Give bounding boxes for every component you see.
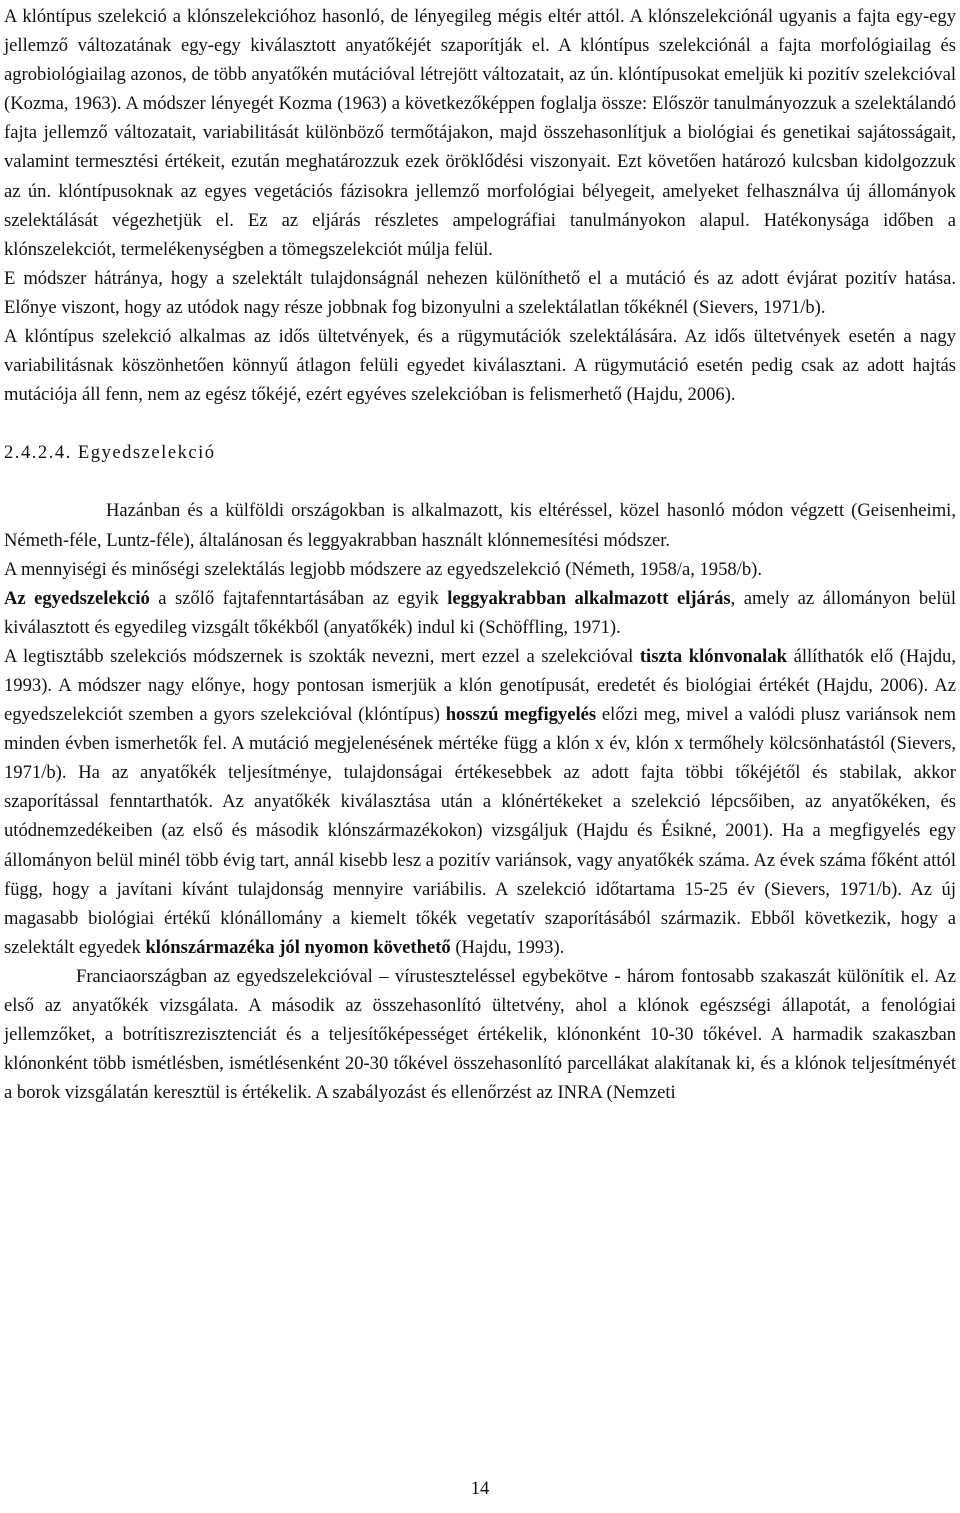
paragraph-klontipus-intro: A klóntípus szelekció a klónszelekcióhoz hasonló, de lényegileg mégis eltér attól. A klónszelekciónál ugyanis a fajta egy-egy jellemző változatának egy-egy kiválasztott anyatőkéjét szaporítják el. A klóntípus szelekciónál a fajta morfológiailag és agrobiológiailag azonos, de több anyatőkén mutációval létrejött változatait, az ún. klóntípusokat emeljük ki pozitív szelekcióval (Kozma, 1963). A módszer lényegét Kozma (1963) a következőképpen foglalja össze: Először tanulmányozzuk a szelektálandó fajta jellemző változatait, variabilitását különböző termőtájakon, majd összehasonlítjuk a biológiai és genetikai sajátosságait, valamint termesztési értékeit, ezután meghatározzuk ezek öröklődési viszonyait. Ezt követően határozó kulcsban kidolgozzuk az ún. klóntípusoknak az egyes vegetációs fázisokra jellemző morfológiai bélyegeit, amelyeket felhasználva új állományok szelektálását végezhetjük el. Ez az eljárás részletes ampelográfiai tanulmányokon alapul. Hatékonysága időben a klónszelekciót, termelékenységben a tömegszelekciót múlja felül.: [4, 6, 956, 260]
bold-term: klónszármazéka jól nyomon követhető: [145, 936, 451, 958]
text-run: előzi meg, mivel a valódi plusz variánsok nem minden évben ismerhetők fel. A mutáció megjelenésének mértéke függ a klón x év, klón x termőhely kölcsönhatástól (Sievers, 1971/b). Ha az anyatőkék teljesítménye, tulajdonságai értékesebbek az adott fajta többi tőkéjétől és stabilak, akkor szaporítással fenntarthatók. Az anyatőkék kiválasztása után a klónértékeket a szelekció lépcsőiben, az anyatőkéken, és utódnemzedékeiben (az első és második klónszármazékokon) vizsgáljuk (Hajdu és Ésikné, 2001). Ha a megfigyelés egy állományon belül minél több évig tart, annál kisebb lesz a pozitív variánsok, vagy anyatőkék száma. Az évek száma főként attól függ, hogy a javítani kívánt tulajdonság mennyire variábilis. A szelekció időtartama 15-25 év (Sievers, 1971/b). Az új magasabb biológiai értékű klónállomány a kiemelt tőkék vegetatív szaporításából származik. Ebből következik, hogy a szelektált egyedek: [4, 704, 957, 958]
bold-term: leggyakrabban alkalmazott eljárás: [447, 587, 731, 609]
bold-term: hosszú megfigyelés: [445, 704, 597, 726]
text-run: A legtisztább szelekciós módszernek is szokták nevezni, mert ezzel a szelekcióval: [4, 645, 640, 667]
page-number: 14: [470, 1478, 490, 1499]
paragraph-franciaorszagban: Franciaországban az egyedszelekcióval – vírusteszteléssel egybekötve - három fontosabb szakaszát különítik el. Az első az anyatőkék vizsgálata. A második az összehasonlító ültetvény, ahol a klónok egészségi állapotát, a fenológiai jellemzőket, a botrítiszrezisztenciát és a teljesítőképességet értékelik, klónonként 10-30 tőkével. A harmadik szakaszban klónonként több ismétlésben, ismétlésenként 20-30 tőkével összehasonlító parcellákat alakítanak ki, és a klónok teljesítményét a borok vizsgálatán keresztül is értékelik. A szabályozást és ellenőrzést az INRA (Nemzeti: [4, 965, 956, 1104]
bold-term: Az egyedszelekció: [4, 587, 150, 609]
paragraph-mennyisegi: A mennyiségi és minőségi szelektálás legjobb módszere az egyedszelekció (Németh, 1958/a, 1958/b).: [4, 558, 762, 580]
text-run: állíthatók elő (Hajdu, 1993). A módszer nagy előnye, hogy pontosan ismerjük a klón genotípusát, eredetét és biológiai értékét (Hajdu, 2006). Az egyedszelekciót szemben a gyors szelekcióval (klóntípus): [4, 645, 957, 726]
text-run: a szőlő fajtafenntartásában az egyik: [149, 587, 448, 609]
text-run: , amely az állományon belül kiválasztott és egyedileg vizsgált tőkékből (anyatőkék) indul ki (Schöffling, 1971).: [4, 587, 957, 638]
paragraph-hatranya: E módszer hátránya, hogy a szelektált tulajdonságnál nehezen különíthető el a mutáció és az adott évjárat pozitív hatása. Előnye viszont, hogy az utódok nagy része jobbnak fog bizonyulni a szelektálatlan tőkéknél (Sievers, 1971/b).: [4, 267, 956, 318]
section-spacer: [4, 467, 956, 496]
paragraph-idos-ultetvenyek: A klóntípus szelekció alkalmas az idős ültetvények, és a rügymutációk szelektálására. Az idős ültetvények esetén a nagy variabilitásnak köszönhetően könnyű átlagon felüli egyedet kiválasztani. A rügymutáció esetén pedig csak az adott hajtás mutációja áll fenn, nem az egész tőkéjé, ezért egyéves szelekcióban is felismerhető (Hajdu, 2006).: [4, 326, 956, 406]
section-spacer: [4, 409, 956, 438]
paragraph-hazanban: Hazánban és a külföldi országokban is alkalmazott, kis eltéréssel, közel hasonló módon végzett (Geisenheimi, Németh-féle, Luntz-féle), általánosan és leggyakrabban használt klónnemesítési módszer.: [4, 500, 956, 551]
paragraph-egyedszelekcio: [4, 584, 956, 642]
section-heading: 2.4.2.4. Egyedszelekció: [4, 442, 216, 464]
text-run: (Hajdu, 1993).: [450, 936, 565, 958]
document-page: [4, 2, 956, 1107]
paragraph-legtisztabb: [4, 642, 956, 962]
bold-term: tiszta klónvonalak: [639, 645, 787, 667]
